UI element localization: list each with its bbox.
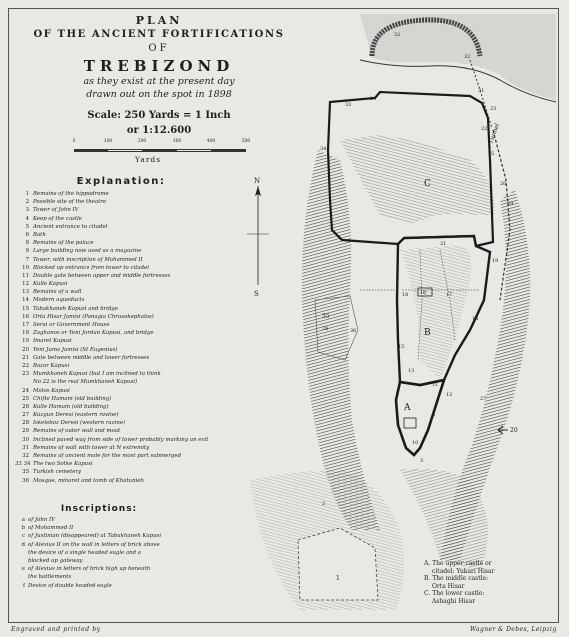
explanation-text: Yeni Juma Jamisi (St Eugenius) bbox=[33, 346, 118, 353]
explanation-item bbox=[15, 256, 305, 264]
explanation-number: 17 bbox=[22, 322, 29, 328]
label-2: 2 bbox=[322, 501, 326, 507]
inscription-key: b bbox=[21, 525, 25, 532]
explanation-number: 32 bbox=[22, 453, 29, 459]
label-tunnel: Tunnel bbox=[487, 122, 502, 145]
explanation-text: Kulle Hamam (old building) bbox=[33, 403, 109, 410]
explanation-text: Remains of the hippodrome bbox=[33, 191, 109, 197]
castle-key-line: C. The lower castle: bbox=[424, 590, 485, 598]
inscription-text: Device of double headed eagle bbox=[28, 582, 112, 589]
explanation-number: 22 bbox=[22, 362, 29, 369]
explanation-item bbox=[15, 346, 305, 354]
explanation-number: 4 bbox=[25, 215, 29, 222]
explanation-text: Tower of John IV bbox=[33, 207, 79, 214]
explanation-text: Chifte Hamam (old building) bbox=[33, 395, 112, 402]
label-21: 21 bbox=[440, 241, 447, 247]
explanation-item bbox=[15, 403, 305, 411]
scale-tick: 400 bbox=[206, 139, 216, 144]
scale-ratio: or 1:12.600 bbox=[126, 125, 192, 136]
explanation-text: Imaret Kapusi bbox=[33, 338, 72, 345]
label-25: 25 bbox=[488, 151, 495, 157]
label-36: 36 bbox=[350, 328, 357, 334]
label-29: 29 bbox=[507, 201, 514, 207]
inscription-text: the battlements bbox=[28, 574, 72, 581]
explanation-text: Remains of ancient mole for the most part submerged bbox=[33, 453, 182, 459]
label-22: 22 bbox=[481, 126, 488, 132]
explanation-number: 33 34 bbox=[15, 461, 31, 468]
explanation-item bbox=[15, 280, 305, 288]
label-23: 23 bbox=[490, 106, 497, 112]
compass-south: S bbox=[254, 290, 259, 298]
scale-tick: 200 bbox=[137, 139, 147, 144]
title-block bbox=[16, 14, 302, 137]
explanation-number: 36 bbox=[22, 477, 29, 484]
inscription-item bbox=[15, 557, 245, 565]
label-13: 13 bbox=[408, 368, 415, 374]
label-35: 35 bbox=[322, 313, 330, 320]
inscription-item bbox=[15, 573, 245, 581]
explanation-number: 27 bbox=[22, 412, 29, 419]
inscription-item bbox=[15, 541, 245, 549]
building-upper bbox=[404, 418, 416, 428]
explanation-text: Tabakhaneh Kapusi and bridge bbox=[33, 305, 118, 312]
label-6: 6 bbox=[432, 412, 436, 418]
label-17: 17 bbox=[446, 292, 453, 298]
title-line-3: OF bbox=[148, 43, 170, 54]
inscription-text: of Mohammed II bbox=[28, 525, 74, 532]
inscription-item bbox=[15, 565, 245, 573]
scale-bar-line bbox=[74, 149, 246, 152]
castle-key-line: citadel: Yukari Hisar bbox=[432, 567, 495, 575]
inscription-item bbox=[15, 582, 245, 590]
explanation-number: 3 bbox=[25, 207, 29, 214]
explanation-title: Explanation: bbox=[76, 176, 166, 187]
explanation-item bbox=[15, 206, 305, 214]
scale-text: Scale: 250 Yards = 1 Inch bbox=[87, 110, 231, 121]
explanation-number: 19 bbox=[22, 338, 29, 345]
explanation-text: Blocked up entrance from tower to citadel bbox=[33, 264, 149, 271]
explanation-text: Double gate between upper and middle fortresses bbox=[33, 272, 171, 279]
explanation-item bbox=[15, 444, 305, 452]
label-24: 24 bbox=[370, 96, 377, 102]
label-27: 27 bbox=[480, 396, 487, 402]
lower-slope bbox=[340, 135, 495, 225]
explanation-text: Serai or Government House bbox=[33, 322, 110, 328]
explanation-text: Modern aqueducts bbox=[33, 297, 85, 304]
label-28: 28 bbox=[322, 326, 329, 332]
explanation-item bbox=[15, 477, 305, 485]
explanation-item bbox=[15, 313, 305, 321]
explanation-number: 18 bbox=[22, 330, 29, 337]
scale-bar-segment bbox=[177, 150, 211, 151]
label-14: 14 bbox=[472, 316, 479, 322]
label-11: 11 bbox=[432, 382, 439, 388]
inscription-text: blocked up gateway bbox=[28, 557, 83, 564]
explanation-text: Bazar Kapusi bbox=[33, 362, 70, 369]
explanation-text: The two Sotke Kapusi bbox=[33, 461, 93, 468]
explanation-number: 1 bbox=[25, 191, 29, 197]
explanation-number: 29 bbox=[22, 428, 29, 435]
inscription-key: d bbox=[21, 541, 25, 548]
explanation-text: Zaghanos or Yeni Jordan Kapusi, and bridge bbox=[33, 330, 154, 337]
label-26: 26 bbox=[500, 181, 507, 187]
castle-key-line: Orta Hisar bbox=[432, 582, 465, 590]
inscription-key: a bbox=[21, 517, 25, 523]
label-3: 3 bbox=[420, 458, 424, 464]
explanation-item bbox=[15, 329, 305, 337]
explanation-text: Kuzgun Deresi (eastern ravine) bbox=[33, 412, 119, 419]
scale-tick: 100 bbox=[103, 139, 113, 144]
explanation-item bbox=[15, 370, 305, 378]
label-18: 18 bbox=[402, 292, 409, 298]
inscription-text: of Justinian (disappeared) at Tabakhaneh Kapusi bbox=[28, 533, 162, 540]
inscription-text: the device of a single headed eagle and a bbox=[28, 549, 142, 556]
upper-castle-wall bbox=[396, 380, 444, 455]
explanation-text: Ancient entrance to citadel bbox=[33, 223, 108, 230]
title-line-2: OF THE ANCIENT FORTIFICATIONS bbox=[33, 29, 285, 40]
middle-slope bbox=[400, 245, 471, 380]
castle-key-line: B. The middle castle: bbox=[424, 575, 489, 583]
label-20: 20 bbox=[510, 427, 518, 434]
scale-tick: 500 bbox=[241, 139, 251, 144]
explanation-item bbox=[15, 378, 305, 386]
publisher-credit: Wagner & Debes, Leipzig bbox=[470, 626, 557, 633]
explanation-item bbox=[15, 411, 305, 419]
explanation-item bbox=[15, 354, 305, 362]
explanation-text: Keep of the castle bbox=[33, 215, 83, 222]
explanation-number: 35 bbox=[22, 469, 29, 476]
explanation-text: No 22 is the real Mumkhaneh Kapusi) bbox=[33, 379, 138, 386]
inscription-text: of Alexius II on the wall in letters of brick above bbox=[28, 541, 160, 548]
scale-unit: Yards bbox=[135, 155, 162, 164]
explanation-number: 11 bbox=[22, 272, 29, 279]
explanation-item bbox=[15, 288, 305, 296]
explanation-text: Turkish cemetery bbox=[33, 469, 82, 476]
explanation-list bbox=[15, 190, 305, 485]
label-31: 31 bbox=[478, 88, 485, 94]
label-15: 15 bbox=[398, 344, 405, 350]
explanation-item bbox=[15, 223, 305, 231]
explanation-text: Molos Kapusi bbox=[33, 387, 70, 394]
explanation-number: 30 bbox=[22, 436, 29, 443]
explanation-number: 2 bbox=[25, 199, 29, 206]
castle-key-line: Ashaghi Hisar bbox=[432, 597, 476, 605]
explanation-number: 14 bbox=[22, 297, 29, 304]
explanation-number: 10 bbox=[22, 264, 29, 271]
label-32b: 32 bbox=[464, 54, 471, 60]
explanation-text: Gate between middle and lower fortresses bbox=[33, 354, 150, 361]
label-32a: 32 bbox=[394, 32, 401, 38]
label-10: 10 bbox=[412, 440, 419, 446]
explanation-number: 23 bbox=[22, 371, 29, 378]
scale-tick: 300 bbox=[172, 139, 182, 144]
explanation-text: Inclined paved way from side of tower probably marking an exit bbox=[33, 436, 209, 443]
explanation-text: Remains of the palace bbox=[33, 240, 94, 247]
explanation-item bbox=[15, 239, 305, 247]
inscription-key: f bbox=[23, 582, 25, 589]
explanation-number: 7 bbox=[25, 256, 29, 263]
inscription-item bbox=[15, 532, 245, 540]
explanation-number: 6 bbox=[25, 231, 29, 238]
explanation-text: Iskeleboz Deresi (western ravine) bbox=[33, 420, 126, 427]
explanation-number: 28 bbox=[22, 420, 29, 427]
explanation-item bbox=[15, 419, 305, 427]
inscription-text: of John IV bbox=[28, 517, 56, 523]
explanation-item bbox=[15, 215, 305, 223]
explanation-number: 9 bbox=[25, 248, 29, 255]
explanation-item bbox=[15, 436, 305, 444]
castle-key-line: A. The upper castle or bbox=[424, 560, 492, 567]
inscription-key: e bbox=[21, 566, 25, 573]
explanation-number: 21 bbox=[22, 354, 29, 361]
explanation-text: Large building now used as a magazine bbox=[33, 248, 142, 255]
explanation-item bbox=[15, 387, 305, 395]
explanation-text: Kulle Kapusi bbox=[33, 281, 68, 288]
title-line-4: TREBIZOND bbox=[83, 57, 235, 75]
explanation-item bbox=[15, 231, 305, 239]
label-1: 1 bbox=[336, 575, 340, 582]
explanation-text: Remains of outer wall and moat bbox=[33, 428, 121, 435]
explanation-item bbox=[15, 362, 305, 370]
inscription-item bbox=[15, 549, 245, 557]
inscription-item bbox=[15, 516, 245, 524]
explanation-text: Remains of wall with tower at N extremity bbox=[33, 444, 150, 451]
inscriptions-title: Inscriptions: bbox=[60, 504, 138, 514]
explanation-number: 31 bbox=[22, 444, 29, 451]
explanation-item bbox=[15, 395, 305, 403]
title-line-6: drawn out on the spot in 1898 bbox=[86, 88, 232, 100]
explanation-number: 8 bbox=[25, 240, 29, 247]
label-33: 33 bbox=[345, 102, 352, 108]
explanation-text: Mumkhaneh Kapusi (but I am inclined to think bbox=[33, 371, 161, 378]
explanation-text: Orta Hisar Jamisi (Panagia Chrusokephalos) bbox=[33, 313, 154, 320]
explanation-text: Bath bbox=[33, 231, 46, 238]
explanation-number: 16 bbox=[22, 313, 29, 320]
label-C: C bbox=[424, 179, 431, 189]
explanation-item bbox=[15, 190, 305, 198]
explanation-item bbox=[15, 427, 305, 435]
explanation-number: 13 bbox=[22, 289, 29, 296]
title-line-5: as they exist at the present day bbox=[83, 76, 235, 87]
compass-north: N bbox=[254, 177, 261, 185]
explanation-number: 12 bbox=[22, 281, 29, 288]
explanation-number: 26 bbox=[22, 403, 29, 410]
explanation-text: Tower, with inscription of Mohammed II bbox=[33, 256, 143, 263]
explanation-item bbox=[15, 321, 305, 329]
explanation-item bbox=[15, 272, 305, 280]
engraver-credit: Engraved and printed by bbox=[11, 626, 101, 633]
title-line-1: PLAN bbox=[135, 14, 183, 27]
explanation-number: 20 bbox=[22, 346, 29, 353]
explanation-item bbox=[15, 337, 305, 345]
explanation-item bbox=[15, 247, 305, 255]
label-A: A bbox=[404, 403, 411, 413]
label-12: 12 bbox=[446, 392, 453, 398]
explanation-number: 15 bbox=[22, 305, 29, 312]
label-16: 16 bbox=[420, 290, 427, 296]
label-34: 34 bbox=[320, 146, 327, 152]
explanation-number: 5 bbox=[25, 223, 29, 230]
label-B: B bbox=[424, 328, 431, 338]
explanation-item bbox=[15, 198, 305, 206]
inscription-text: of Alexius in letters of brick high up beneath bbox=[28, 566, 151, 573]
explanation-text: Mosque, minaret and tomb of Khatunieh bbox=[33, 477, 144, 484]
explanation-item bbox=[15, 468, 305, 476]
explanation-text: Remains of a wall bbox=[33, 289, 82, 296]
explanation-text: Possible site of the theatre bbox=[33, 199, 107, 206]
explanation-item bbox=[15, 264, 305, 272]
explanation-item bbox=[15, 305, 305, 313]
inscription-key: c bbox=[21, 533, 25, 540]
castle-key bbox=[424, 560, 564, 606]
scale-bar-segment bbox=[108, 150, 142, 151]
explanation-item bbox=[15, 460, 305, 468]
inscription-item bbox=[15, 524, 245, 532]
explanation-item bbox=[15, 452, 305, 460]
scale-tick: 0 bbox=[72, 139, 76, 144]
label-19: 19 bbox=[492, 258, 499, 264]
explanation-number: 24 bbox=[22, 387, 29, 394]
explanation-number: 25 bbox=[22, 395, 29, 402]
explanation-item bbox=[15, 296, 305, 304]
inscriptions-list bbox=[15, 516, 245, 590]
